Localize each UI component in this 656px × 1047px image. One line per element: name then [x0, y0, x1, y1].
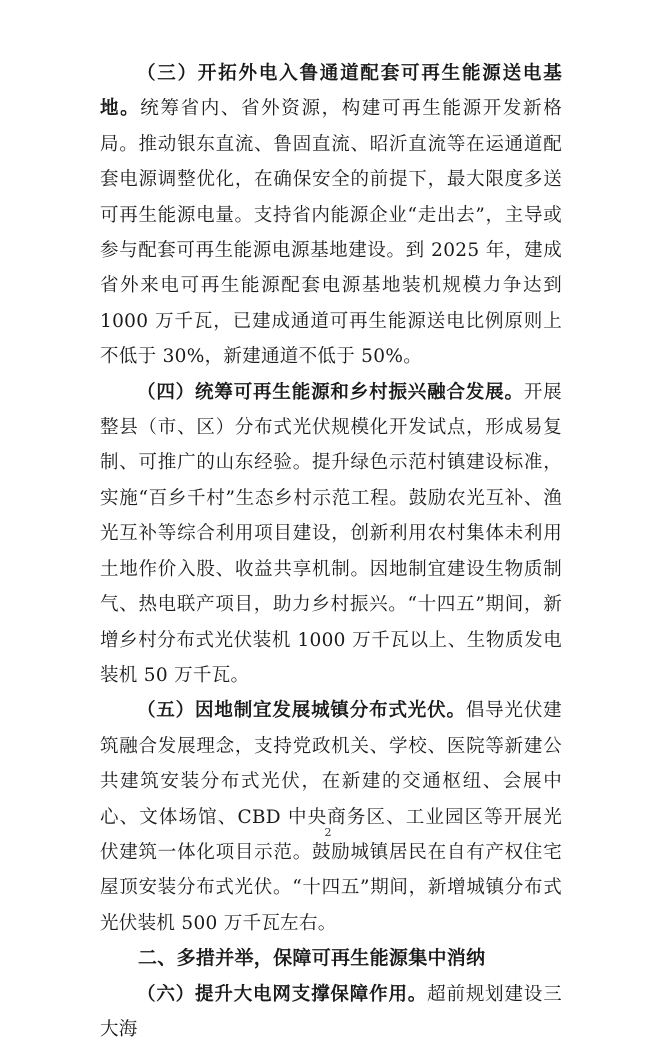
paragraph-3: [100, 56, 562, 375]
paragraph-3-body: 统筹省内、省外资源，构建可再生能源开发新格局。推动银东直流、鲁固直流、昭沂直流等在运通道配套电源调整优化，在确保安全的前提下，最大限度多送可再生能源电量。支持省内能源企业“走出去”，主导或参与配套可再生能源电源基地建设。到 2025 年，建成省外来电可再生能源配套电源基地装机规模力争达到 1000 万千瓦，已建成通道可再生能源送电比例原则上不低于 30%，新建通道不低于 50%。: [100, 98, 562, 368]
paragraph-4-body: 开展整县（市、区）分布式光伏规模化开发试点，形成易复制、可推广的山东经验。提升绿色示范村镇建设标准，实施“百乡千村”生态乡村示范工程。鼓励农光互补、渔光互补等综合利用项目建设，创新利用农村集体未利用土地作价入股、收益共享机制。因地制宜建设生物质制气、热电联产项目，助力乡村振兴。“十四五”期间，新增乡村分布式光伏装机 1000 万千瓦以上、生物质发电装机 50 万千瓦。: [100, 381, 562, 686]
paragraph-4-lead: （四）统筹可再生能源和乡村振兴融合发展。: [137, 381, 524, 403]
paragraph-3-lead: （三）开拓外电入鲁通道配套可再生能源送电基地。: [100, 63, 562, 120]
document-body: [100, 56, 562, 1047]
section-heading: 二、多措并举，保障可再生能源集中消纳: [138, 947, 486, 970]
page-number: 2: [324, 826, 332, 839]
paragraph-6-body: 超前规划建设三大海: [100, 983, 562, 1040]
paragraph-5: [100, 693, 562, 941]
paragraph-6-lead: （六）提升大电网支撑保障作用。: [137, 983, 428, 1005]
paragraph-5-body: 倡导光伏建筑融合发展理念，支持党政机关、学校、医院等新建公共建筑安装分布式光伏，在新建的交通枢纽、会展中心、文体场馆、CBD 中央商务区、工业园区等开展光伏建筑一体化项目示范。鼓励城镇居民在自有产权住宅屋顶安装分布式光伏。“十四五”期间，新增城镇分布式光伏装机 500 万千瓦左右。: [100, 700, 562, 934]
paragraph-5-lead: （五）因地制宜发展城镇分布式光伏。: [137, 700, 466, 722]
paragraph-6: [100, 977, 562, 1047]
paragraph-4: [100, 375, 562, 694]
